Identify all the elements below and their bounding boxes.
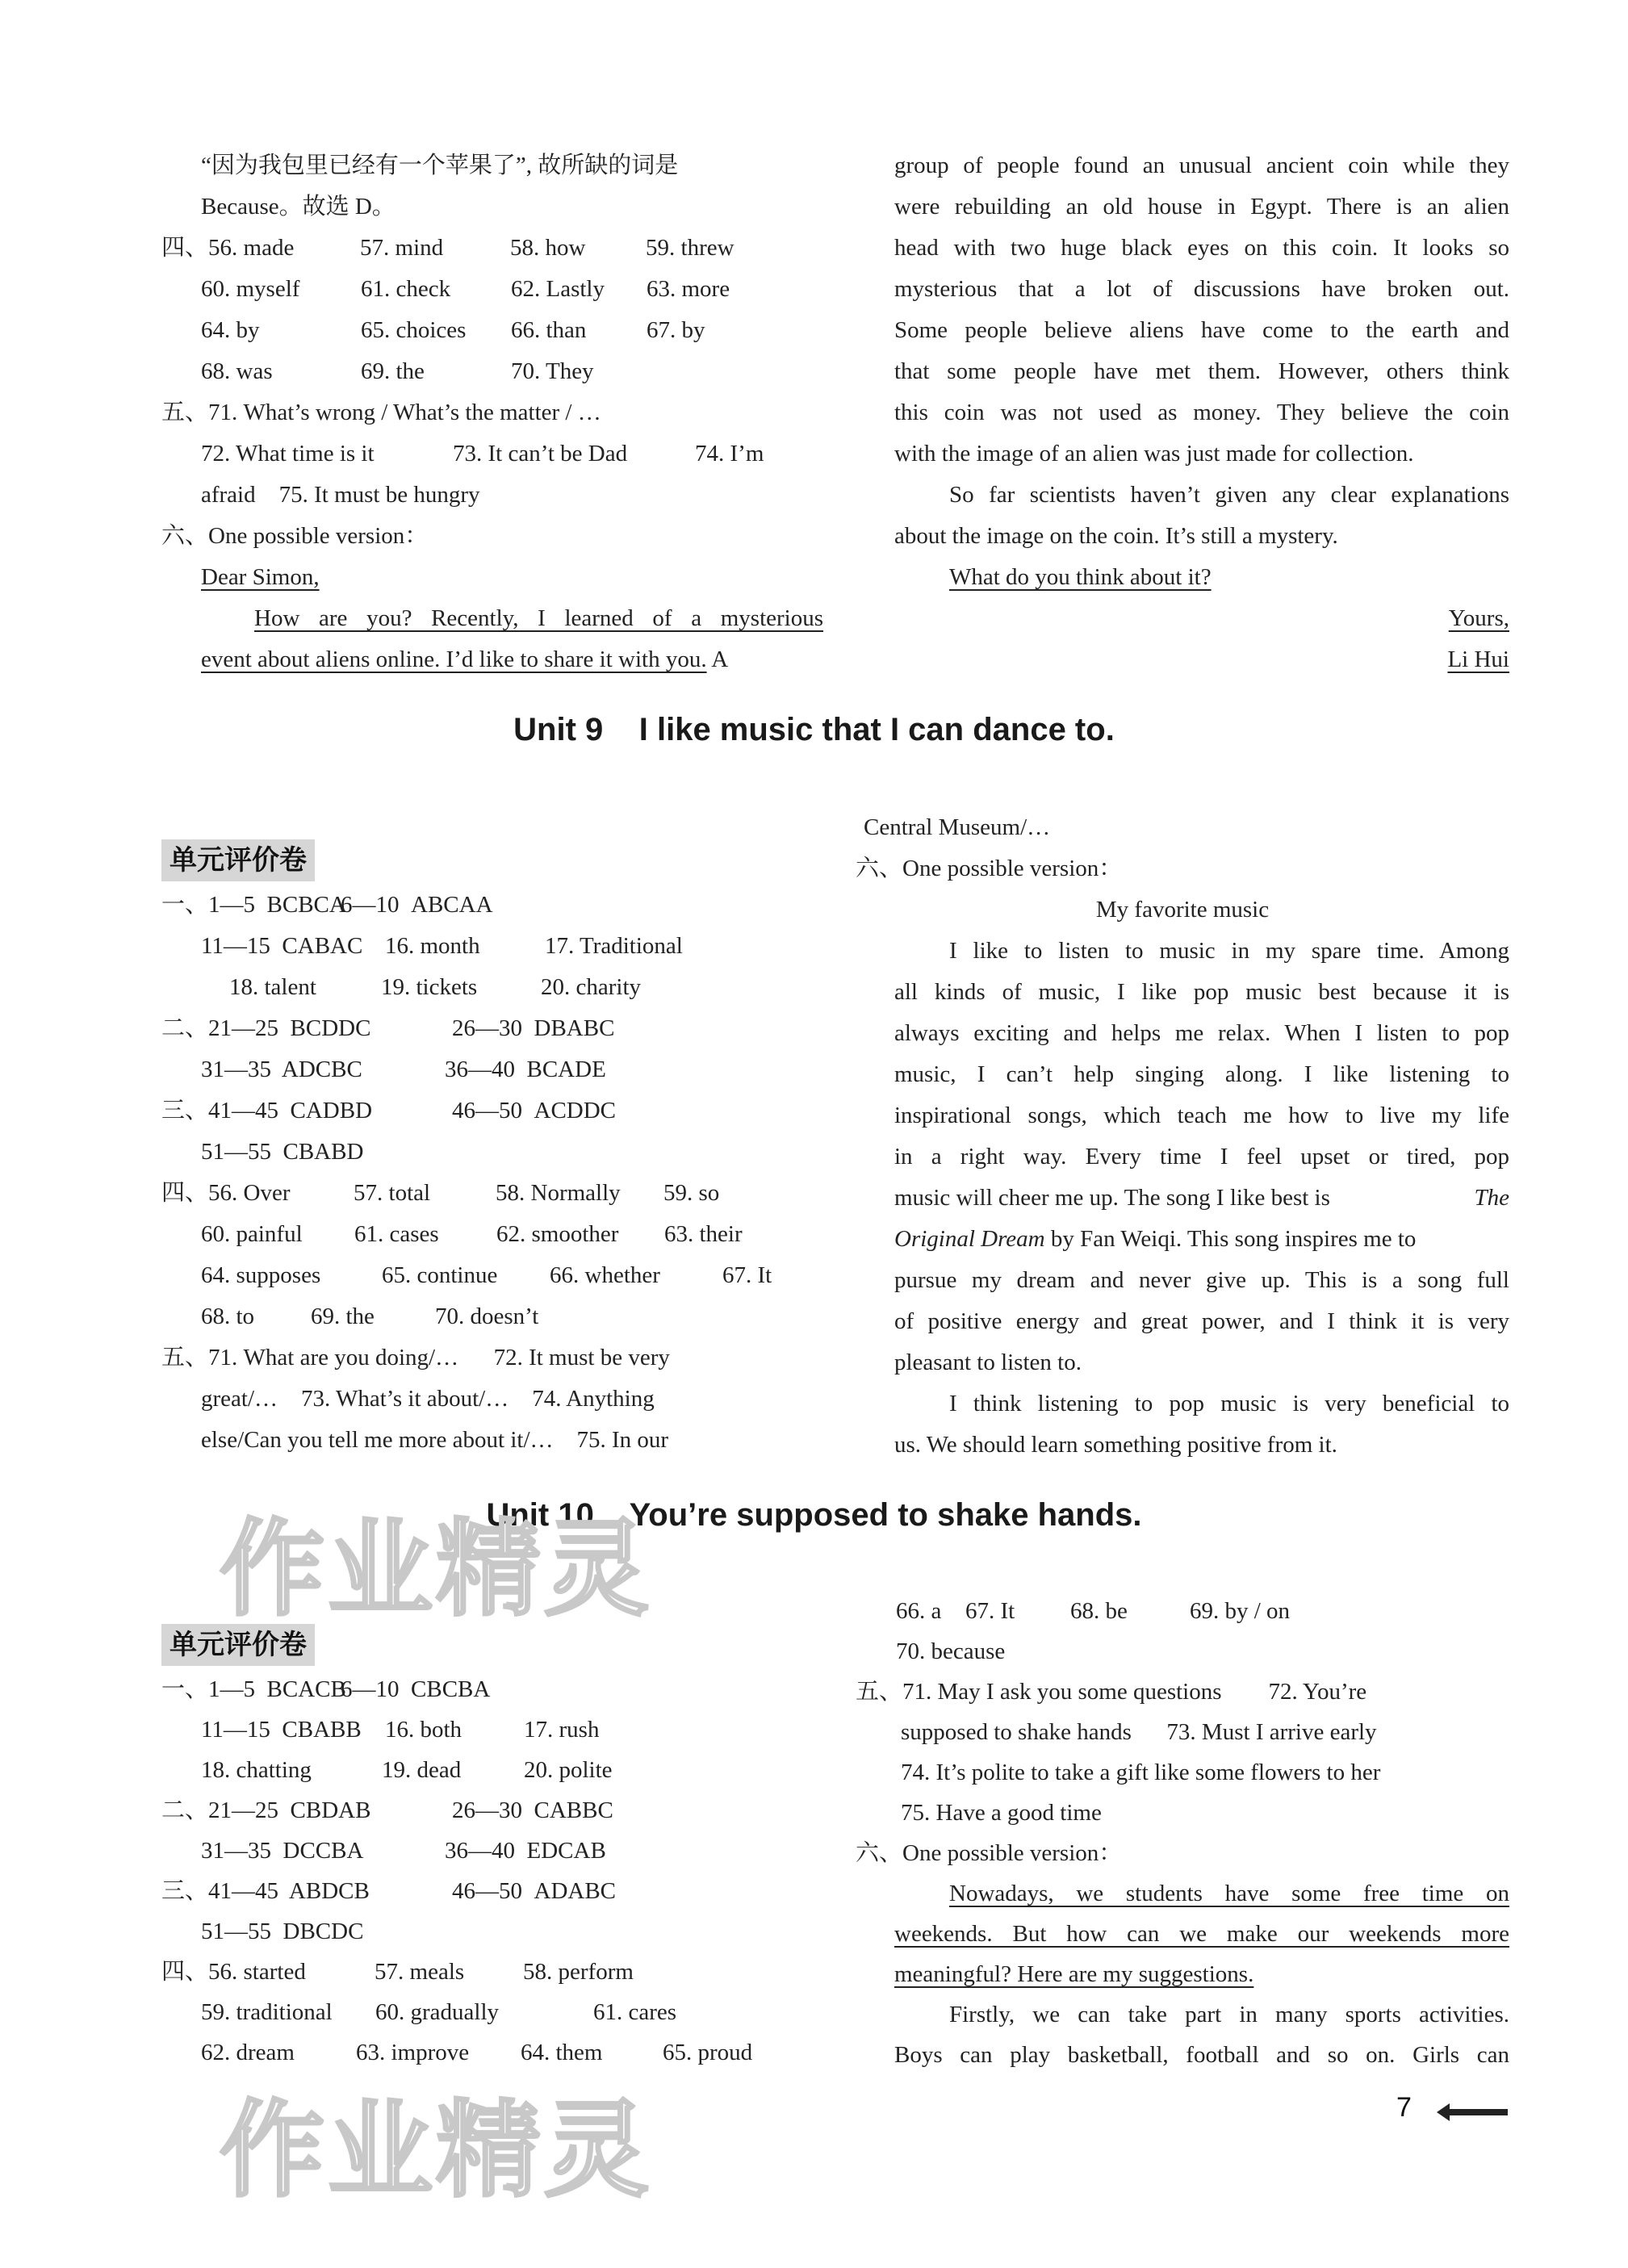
essay-line: I think listening to pop music is very beneficial to xyxy=(949,1391,1509,1416)
letter-closing: Yours, xyxy=(1448,605,1509,631)
essay-intro-line: Nowadays, we students have some free time on xyxy=(949,1881,1509,1906)
essay-line: Original Dream by Fan Weiqi. This song inspires me to xyxy=(894,1226,1417,1252)
letter-signature: Li Hui xyxy=(1447,647,1509,672)
unit-9-tag-row xyxy=(161,839,815,886)
essay-line: all kinds of music, I like pop music best because it is xyxy=(894,979,1509,1005)
section-4-row: 64. by 65. choices 66. than 67. by xyxy=(201,317,705,343)
essay-line: inspirational songs, which teach me how to live my life xyxy=(894,1103,1509,1128)
section-1-row: 一、1—5 BCACB6—10 CBCBA xyxy=(161,1676,491,1702)
section-5-continued: Central Museum/… xyxy=(864,814,1051,840)
letter-body-line: Some people believe aliens have come to the earth and xyxy=(894,317,1509,343)
section-4-row: 四、56. made 57. mind 58. how 59. threw xyxy=(161,235,734,261)
letter-body-line: group of people found an unusual ancient coin while they xyxy=(894,153,1509,178)
unit-assessment-tag: 单元评价卷 xyxy=(161,1624,315,1666)
essay-line: pursue my dream and never give up. This is a song full xyxy=(894,1267,1509,1293)
essay-intro-line: meaningful? Here are my suggestions. xyxy=(894,1961,1254,1987)
section-1-row: 11—15 CABAC 16. month 17. Traditional xyxy=(201,933,683,959)
section-1-row: 11—15 CBABB 16. both 17. rush xyxy=(201,1717,600,1743)
letter-body-line: head with two huge black eyes on this coin. It looks so xyxy=(894,235,1509,261)
top-right-column xyxy=(894,145,1509,680)
letter-body-line: this coin was not used as money. They believe the coin xyxy=(894,400,1509,425)
section-5-row: 74. It’s polite to take a gift like some flowers to her xyxy=(901,1760,1381,1785)
section-5-row: 75. Have a good time xyxy=(901,1800,1102,1826)
essay-intro-line: weekends. But how can we make our weekends more xyxy=(894,1921,1509,1947)
section-4-row: 70. because xyxy=(896,1638,1006,1664)
section-4-row: 59. traditional 60. gradually 61. cares xyxy=(201,1999,677,2025)
letter-body-line: mysterious that a lot of discussions have broken out. xyxy=(894,276,1509,302)
section-6-intro: 六、One possible version： xyxy=(161,523,429,549)
unit-10-title: Unit 10 You’re supposed to shake hands. xyxy=(486,1497,1142,1533)
letter-greeting: Dear Simon, xyxy=(201,564,320,590)
section-4-row: 68. to 69. the 70. doesn’t xyxy=(201,1303,539,1329)
unit-assessment-tag: 单元评价卷 xyxy=(161,839,315,881)
section-5-row: supposed to shake hands 73. Must I arrive early xyxy=(901,1719,1377,1745)
essay-line: always exciting and helps me relax. When I listen to pop xyxy=(894,1020,1509,1046)
unit-9-left-column xyxy=(161,839,815,1461)
section-4-row: 66. a 67. It 68. be 69. by / on xyxy=(896,1598,1291,1624)
letter-line: event about aliens online. I’d like to share it with you. A xyxy=(201,647,729,672)
section-5-row: else/Can you tell me more about it/… 75. In our xyxy=(201,1427,669,1453)
section-5-row: afraid 75. It must be hungry xyxy=(201,482,480,508)
section-3-row: 三、41—45 ABDCB 46—50 ADABC xyxy=(161,1878,617,1904)
essay-line: Firstly, we can take part in many sports activities. xyxy=(949,2002,1509,2027)
letter-body-line: So far scientists haven’t given any clear explanations xyxy=(949,482,1509,508)
essay-line: music, I can’t help singing along. I like listening to xyxy=(894,1061,1509,1087)
section-4-row: 四、56. started 57. meals 58. perform xyxy=(161,1959,634,1985)
section-1-row: 18. talent 19. tickets 20. charity xyxy=(229,974,642,1000)
arrow-left-icon xyxy=(1437,2100,1508,2124)
section-4-row: 68. was 69. the 70. They xyxy=(201,358,594,384)
unit-10-left-column xyxy=(161,1624,815,2073)
watermark: 作业精灵 xyxy=(220,2089,653,2212)
top-left-column xyxy=(161,145,823,680)
section-5-row: 五、71. May I ask you some questions 72. You’re xyxy=(856,1679,1367,1705)
section-3-row: 51—55 CBABD xyxy=(201,1139,364,1165)
section-5-row: 五、71. What’s wrong / What’s the matter / … xyxy=(161,400,601,425)
page-number: 7 xyxy=(1396,2092,1412,2123)
section-3-row: 三、41—45 CADBD 46—50 ACDDC xyxy=(161,1098,617,1124)
section-4-row: 62. dream 63. improve 64. them 65. proud xyxy=(201,2040,753,2065)
section-4-row: 64. supposes 65. continue 66. whether 67. It xyxy=(201,1262,772,1288)
section-6-intro: 六、One possible version： xyxy=(856,1840,1123,1866)
explanation-line: “因为我包里已经有一个苹果了”, 故所缺的词是 xyxy=(201,153,679,178)
section-5-row: 五、71. What are you doing/… 72. It must be very xyxy=(161,1345,670,1370)
section-5-row: great/… 73. What’s it about/… 74. Anything xyxy=(201,1386,655,1412)
section-5-row: 72. What time is it 73. It can’t be Dad 74. I’m xyxy=(201,441,764,467)
section-6-intro: 六、One possible version： xyxy=(856,856,1123,881)
explanation-line: Because。故选 D。 xyxy=(201,194,395,220)
essay-line: of positive energy and great power, and I think it is very xyxy=(894,1308,1509,1334)
letter-body-line: that some people have met them. However, others think xyxy=(894,358,1509,384)
page-footer xyxy=(1396,2092,1517,2132)
essay-title: My favorite music xyxy=(1095,897,1270,923)
letter-body-line: were rebuilding an old house in Egypt. There is an alien xyxy=(894,194,1509,220)
essay-line: music will cheer me up. The song I like best is The xyxy=(894,1185,1509,1211)
essay-line: pleasant to listen to. xyxy=(894,1350,1082,1375)
unit-9-title: Unit 9 I like music that I can dance to. xyxy=(513,712,1115,747)
letter-body-line: about the image on the coin. It’s still a mystery. xyxy=(894,523,1338,549)
section-1-row: 一、1—5 BCBCA6—10 ABCAA xyxy=(161,892,493,918)
essay-line: in a right way. Every time I feel upset or tired, pop xyxy=(894,1144,1509,1170)
section-3-row: 51—55 DBCDC xyxy=(201,1919,364,1944)
essay-line: Boys can play basketball, football and so on. Girls can xyxy=(894,2042,1509,2068)
section-2-row: 31—35 DCCBA 36—40 EDCAB xyxy=(201,1838,606,1864)
section-1-row: 18. chatting 19. dead 20. polite xyxy=(201,1757,613,1783)
letter-line: How are you? Recently, I learned of a mysterious xyxy=(254,605,823,631)
section-2-row: 二、21—25 CBDAB 26—30 CABBC xyxy=(161,1797,613,1823)
section-2-row: 31—35 ADCBC 36—40 BCADE xyxy=(201,1057,606,1082)
essay-line: us. We should learn something positive from it. xyxy=(894,1432,1337,1458)
section-4-row: 四、56. Over 57. total 58. Normally 59. so xyxy=(161,1180,720,1206)
letter-body-line: with the image of an alien was just made for collection. xyxy=(894,441,1414,467)
section-4-row: 60. myself 61. check 62. Lastly 63. more xyxy=(201,276,730,302)
section-4-row: 60. painful 61. cases 62. smoother 63. their xyxy=(201,1221,743,1247)
unit-10-right-column xyxy=(856,1591,1509,2075)
unit-9-right-column xyxy=(856,807,1509,1466)
letter-question: What do you think about it? xyxy=(949,564,1212,590)
section-2-row: 二、21—25 BCDDC 26—30 DBABC xyxy=(161,1015,615,1041)
essay-line: I like to listen to music in my spare time. Among xyxy=(949,938,1509,964)
watermark: 作业精灵 xyxy=(220,1508,653,1630)
